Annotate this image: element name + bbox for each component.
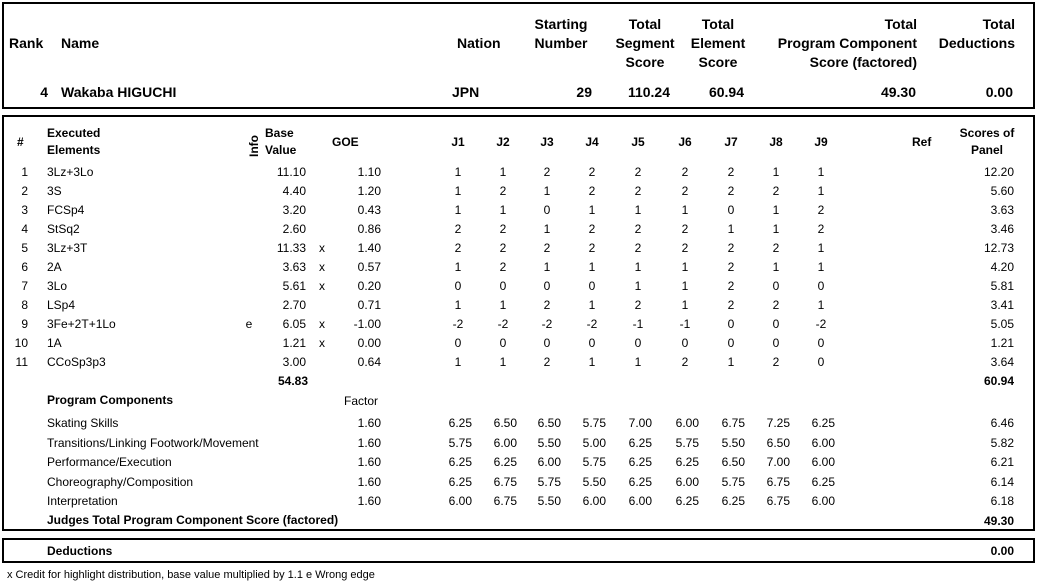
element-judge-7: 0: [727, 336, 735, 350]
element-number-header: #: [17, 135, 24, 149]
element-base-value: 3.63: [282, 260, 306, 274]
element-bonus-flag: x: [319, 260, 325, 274]
deductions-label: Deductions: [47, 544, 113, 558]
component-judge-3: 5.50: [537, 435, 561, 450]
element-judge-2: -2: [497, 317, 509, 331]
component-judge-2: 6.50: [493, 416, 517, 430]
tss-label-line2: Segment: [615, 35, 675, 51]
scores-line1: Scores of: [959, 126, 1015, 140]
tes-label-line2: Element: [690, 35, 746, 51]
element-goe: 1.20: [357, 184, 381, 198]
component-judge-6: 6.00: [675, 416, 699, 430]
starting-number-label: [520, 15, 602, 53]
scores-of-panel-header: [950, 125, 1024, 159]
element-judge-3: 1: [543, 260, 551, 274]
element-judge-9: 0: [817, 279, 825, 293]
element-name: 3S: [47, 184, 62, 198]
element-judge-1: 2: [454, 241, 462, 255]
component-judge-8: 6.75: [766, 474, 790, 489]
element-judge-1: 1: [454, 298, 462, 312]
starting-label-line2: Number: [534, 35, 588, 51]
judge-header-4: J4: [585, 135, 599, 149]
element-panel-score: 3.41: [990, 298, 1014, 312]
element-judge-3: 0: [543, 336, 551, 350]
tss-label-line1: Total: [628, 16, 662, 32]
component-judge-9: 6.25: [811, 474, 835, 489]
element-judge-9: 0: [817, 336, 825, 350]
component-judge-6: 6.25: [675, 494, 699, 508]
element-judge-9: 1: [817, 165, 825, 179]
pcs-label-line2: Program Component: [777, 35, 917, 51]
element-judge-4: -2: [586, 317, 598, 331]
component-judge-7: 6.75: [721, 416, 745, 430]
element-judge-6: 1: [681, 279, 689, 293]
element-judge-2: 1: [499, 298, 507, 312]
element-judge-5: 1: [634, 355, 642, 369]
component-judge-3: 5.75: [537, 474, 561, 489]
element-bonus-flag: x: [319, 336, 325, 350]
component-judge-4: 5.50: [582, 474, 606, 489]
element-judge-7: 2: [727, 279, 735, 293]
element-judge-5: 1: [634, 203, 642, 217]
element-judge-9: 2: [817, 222, 825, 236]
executed-elements-header: [47, 125, 100, 159]
element-number: 9: [21, 317, 28, 331]
element-number: 7: [21, 279, 28, 293]
judge-header-9: J9: [814, 135, 828, 149]
element-panel-score: 4.20: [990, 260, 1014, 274]
base-line2: Value: [265, 143, 297, 157]
element-judge-2: 1: [499, 203, 507, 217]
element-judge-5: 2: [634, 165, 642, 179]
element-number: 8: [21, 298, 28, 312]
element-judge-6: 1: [681, 298, 689, 312]
skater-total-segment-score: 110.24: [627, 84, 670, 100]
element-judge-9: 1: [817, 260, 825, 274]
element-judge-3: 1: [543, 184, 551, 198]
element-number: 2: [21, 184, 28, 198]
element-base-value: 5.61: [282, 279, 306, 293]
element-judge-2: 2: [499, 260, 507, 274]
element-number: 4: [21, 222, 28, 236]
component-judge-9: 6.00: [811, 455, 835, 469]
element-judge-4: 1: [588, 260, 596, 274]
component-judge-6: 6.25: [675, 455, 699, 469]
element-judge-8: 1: [772, 165, 780, 179]
element-panel-score: 3.46: [990, 222, 1014, 236]
element-judge-4: 1: [588, 298, 596, 312]
component-judge-6: 6.00: [675, 474, 699, 489]
element-judge-6: 2: [681, 165, 689, 179]
component-judge-7: 6.25: [721, 494, 745, 508]
element-judge-1: -2: [452, 317, 464, 331]
component-judge-3: 5.50: [537, 494, 561, 508]
component-judge-4: 5.00: [582, 435, 606, 450]
component-factor: 1.60: [357, 455, 381, 469]
component-judge-2: 6.00: [493, 435, 517, 450]
element-judge-4: 0: [588, 336, 596, 350]
element-judge-8: 1: [772, 222, 780, 236]
element-judge-8: 0: [772, 279, 780, 293]
component-judge-5: 6.00: [628, 494, 652, 508]
judge-header-6: J6: [678, 135, 692, 149]
tes-label-line1: Total: [701, 16, 735, 32]
skater-total-deductions: 0.00: [985, 84, 1013, 100]
element-judge-4: 2: [588, 222, 596, 236]
element-name: StSq2: [47, 222, 80, 236]
component-judge-7: 5.50: [721, 435, 745, 450]
element-goe: 0.71: [357, 298, 381, 312]
element-judge-2: 2: [499, 184, 507, 198]
element-judge-8: 2: [772, 355, 780, 369]
element-judge-9: 1: [817, 298, 825, 312]
element-goe: 0.64: [357, 355, 381, 369]
element-goe: 0.43: [357, 203, 381, 217]
element-name: CCoSp3p3: [47, 355, 106, 369]
element-goe: 0.86: [357, 222, 381, 236]
element-judge-9: -2: [815, 317, 827, 331]
element-judge-4: 1: [588, 355, 596, 369]
skater-total-pcs: 49.30: [880, 84, 916, 100]
component-judge-5: 6.25: [628, 435, 652, 450]
element-base-value: 1.21: [282, 336, 306, 350]
element-judge-1: 1: [454, 203, 462, 217]
component-judge-3: 6.50: [537, 416, 561, 430]
element-judge-1: 2: [454, 222, 462, 236]
pcs-total-value: 49.30: [983, 514, 1014, 528]
skater-rank: 4: [40, 84, 48, 100]
element-name: FCSp4: [47, 203, 85, 217]
factor-header: Factor: [344, 394, 379, 408]
element-judge-2: 0: [499, 336, 507, 350]
element-judge-5: 2: [634, 222, 642, 236]
pcs-total-label: Judges Total Program Component Score (factored): [47, 513, 339, 527]
component-panel-score: 6.46: [990, 416, 1014, 430]
element-judge-4: 1: [588, 203, 596, 217]
nation-label: Nation: [457, 35, 501, 51]
skater-name: Wakaba HIGUCHI: [61, 84, 177, 100]
element-goe: 1.10: [357, 165, 381, 179]
component-name: Choreography/Composition: [47, 474, 194, 489]
element-judge-6: 2: [681, 355, 689, 369]
element-base-value: 2.70: [282, 298, 306, 312]
element-judge-5: 2: [634, 298, 642, 312]
ref-header: Ref: [912, 135, 932, 149]
element-judge-5: 1: [634, 279, 642, 293]
component-judge-9: 6.25: [811, 416, 835, 430]
element-judge-6: 2: [681, 241, 689, 255]
element-judge-5: -1: [632, 317, 644, 331]
component-judge-8: 6.50: [766, 435, 790, 450]
component-judge-5: 6.25: [628, 474, 652, 489]
element-bonus-flag: x: [319, 279, 325, 293]
component-factor: 1.60: [357, 494, 381, 508]
element-judge-7: 2: [727, 260, 735, 274]
element-name: 3Lz+3Lo: [47, 165, 94, 179]
element-judge-4: 2: [588, 165, 596, 179]
executed-line2: Elements: [47, 143, 101, 157]
info-header: Info: [247, 135, 261, 157]
element-judge-2: 2: [499, 222, 507, 236]
element-judge-9: 1: [817, 241, 825, 255]
element-judge-2: 0: [499, 279, 507, 293]
goe-header: GOE: [332, 135, 359, 149]
element-judge-5: 2: [634, 184, 642, 198]
element-panel-score: 5.60: [990, 184, 1014, 198]
element-judge-3: 2: [543, 298, 551, 312]
element-judge-1: 1: [454, 355, 462, 369]
element-judge-8: 2: [772, 298, 780, 312]
element-judge-3: 2: [543, 165, 551, 179]
element-judge-9: 1: [817, 184, 825, 198]
element-judge-2: 1: [499, 165, 507, 179]
element-judge-3: 0: [543, 203, 551, 217]
judge-header-7: J7: [724, 135, 738, 149]
element-bonus-flag: x: [319, 317, 325, 331]
element-judge-8: 1: [772, 203, 780, 217]
element-judge-3: 0: [543, 279, 551, 293]
component-judge-7: 6.50: [721, 455, 745, 469]
total-pcs-label: [740, 15, 917, 72]
component-judge-3: 6.00: [537, 455, 561, 469]
base-line1: Base: [265, 126, 294, 140]
element-name: 1A: [47, 336, 62, 350]
component-judge-1: 5.75: [448, 435, 472, 450]
element-judge-8: 2: [772, 241, 780, 255]
component-judge-6: 5.75: [675, 435, 699, 450]
element-name: 2A: [47, 260, 62, 274]
element-judge-7: 0: [727, 317, 735, 331]
component-judge-8: 7.00: [766, 455, 790, 469]
element-base-value: 3.20: [282, 203, 306, 217]
scores-line2: Panel: [970, 143, 1003, 157]
element-judge-7: 0: [727, 203, 735, 217]
component-panel-score: 6.21: [990, 455, 1014, 469]
component-factor: 1.60: [357, 474, 381, 489]
element-judge-7: 2: [727, 165, 735, 179]
element-judge-8: 0: [772, 317, 780, 331]
element-number: 1: [21, 165, 28, 179]
element-panel-score: 3.63: [990, 203, 1014, 217]
component-name: Interpretation: [47, 494, 118, 508]
component-judge-5: 6.25: [628, 455, 652, 469]
element-judge-8: 1: [772, 260, 780, 274]
element-judge-3: 2: [543, 241, 551, 255]
element-judge-7: 1: [727, 355, 735, 369]
element-judge-9: 0: [817, 355, 825, 369]
element-panel-score: 1.21: [990, 336, 1014, 350]
element-number: 11: [15, 355, 28, 369]
tss-label-line3: Score: [625, 54, 665, 70]
component-name: Performance/Execution: [47, 455, 172, 469]
element-judge-1: 0: [454, 279, 462, 293]
element-judge-1: 0: [454, 336, 462, 350]
judge-header-5: J5: [631, 135, 645, 149]
element-judge-7: 2: [727, 298, 735, 312]
element-goe: 1.40: [357, 241, 381, 255]
element-judge-3: 2: [543, 355, 551, 369]
element-judge-7: 1: [727, 222, 735, 236]
judge-header-2: J2: [496, 135, 510, 149]
judge-header-3: J3: [540, 135, 554, 149]
element-number: 6: [21, 260, 28, 274]
component-judge-2: 6.25: [493, 455, 517, 469]
element-info: e: [245, 317, 253, 331]
element-number: 5: [21, 241, 28, 255]
element-judge-4: 0: [588, 279, 596, 293]
ded-label-line2: Deductions: [938, 35, 1015, 51]
component-name: Transitions/Linking Footwork/Movement: [47, 435, 259, 450]
element-judge-6: 1: [681, 203, 689, 217]
element-goe: 0.57: [357, 260, 381, 274]
judge-header-8: J8: [769, 135, 783, 149]
element-judge-6: 2: [681, 222, 689, 236]
total-segment-score-label: [603, 15, 687, 72]
element-judge-8: 0: [772, 336, 780, 350]
rank-label: Rank: [9, 35, 44, 51]
component-judge-8: 7.25: [766, 416, 790, 430]
tes-label-line3: Score: [698, 54, 738, 70]
deductions-value: 0.00: [990, 544, 1014, 558]
component-judge-1: 6.25: [448, 416, 472, 430]
judge-header-1: J1: [451, 135, 465, 149]
element-panel-score: 12.73: [983, 241, 1014, 255]
component-panel-score: 5.82: [990, 435, 1014, 450]
component-judge-1: 6.25: [448, 455, 472, 469]
element-base-value: 11.10: [276, 165, 306, 179]
element-judge-7: 2: [727, 241, 735, 255]
total-deductions-label: [920, 15, 1015, 53]
deductions-box: [2, 538, 1035, 563]
element-judge-7: 2: [727, 184, 735, 198]
component-judge-1: 6.00: [448, 494, 472, 508]
element-judge-6: 2: [681, 184, 689, 198]
element-judge-1: 1: [454, 184, 462, 198]
element-bonus-flag: x: [319, 241, 325, 255]
element-name: 3Lo: [47, 279, 68, 293]
element-judge-4: 2: [588, 184, 596, 198]
footnote: x Credit for highlight distribution, base value multiplied by 1.1 e Wrong edge: [7, 569, 375, 581]
component-judge-8: 6.75: [766, 494, 790, 508]
element-judge-6: -1: [679, 317, 691, 331]
skater-starting-number: 29: [576, 84, 592, 100]
component-factor: 1.60: [357, 435, 381, 450]
pcs-label-line3: Score (factored): [809, 54, 917, 70]
ded-label-line1: Total: [982, 16, 1015, 32]
element-judge-8: 2: [772, 184, 780, 198]
component-name: Skating Skills: [47, 416, 119, 430]
component-judge-9: 6.00: [811, 435, 835, 450]
base-value-header: [265, 125, 296, 159]
skater-total-element-score: 60.94: [708, 84, 744, 100]
component-factor: 1.60: [357, 416, 381, 430]
element-base-value: 2.60: [282, 222, 306, 236]
program-components-header: Program Components: [47, 393, 174, 407]
element-judge-6: 1: [681, 260, 689, 274]
starting-label-line1: Starting: [534, 16, 588, 32]
pcs-label-line1: Total: [884, 16, 917, 32]
component-judge-9: 6.00: [811, 494, 835, 508]
component-judge-2: 6.75: [493, 474, 517, 489]
element-panel-score: 5.81: [990, 279, 1014, 293]
component-judge-5: 7.00: [628, 416, 652, 430]
element-number: 10: [14, 336, 28, 350]
element-judge-1: 1: [454, 165, 462, 179]
component-judge-1: 6.25: [448, 474, 472, 489]
element-base-value: 11.33: [276, 241, 306, 255]
element-judge-9: 2: [817, 203, 825, 217]
element-goe: 0.00: [357, 336, 381, 350]
element-name: 3Fe+2T+1Lo: [47, 317, 116, 331]
element-judge-5: 2: [634, 241, 642, 255]
element-judge-3: 1: [543, 222, 551, 236]
component-judge-7: 5.75: [721, 474, 745, 489]
element-panel-score: 3.64: [990, 355, 1014, 369]
element-judge-2: 1: [499, 355, 507, 369]
element-base-value: 3.00: [282, 355, 306, 369]
component-judge-4: 5.75: [582, 416, 606, 430]
executed-line1: Executed: [47, 126, 101, 140]
element-name: LSp4: [47, 298, 76, 312]
element-judge-4: 2: [588, 241, 596, 255]
tes-total: 60.94: [983, 374, 1014, 388]
component-panel-score: 6.18: [990, 494, 1014, 508]
name-label: Name: [61, 35, 100, 51]
component-judge-4: 6.00: [582, 494, 606, 508]
element-judge-6: 0: [681, 336, 689, 350]
element-base-value: 6.05: [282, 317, 306, 331]
element-judge-5: 0: [634, 336, 642, 350]
element-judge-3: -2: [541, 317, 553, 331]
component-judge-2: 6.75: [493, 494, 517, 508]
element-panel-score: 12.20: [983, 165, 1014, 179]
element-base-value: 4.40: [282, 184, 306, 198]
element-goe: -1.00: [353, 317, 381, 331]
element-goe: 0.20: [357, 279, 381, 293]
element-name: 3Lz+3T: [47, 241, 88, 255]
base-value-total: 54.83: [277, 374, 308, 388]
element-judge-1: 1: [454, 260, 462, 274]
element-judge-5: 1: [634, 260, 642, 274]
skater-nation: JPN: [452, 84, 480, 100]
component-judge-4: 5.75: [582, 455, 606, 469]
component-panel-score: 6.14: [990, 474, 1014, 489]
element-number: 3: [21, 203, 28, 217]
element-judge-2: 2: [499, 241, 507, 255]
element-panel-score: 5.05: [990, 317, 1014, 331]
